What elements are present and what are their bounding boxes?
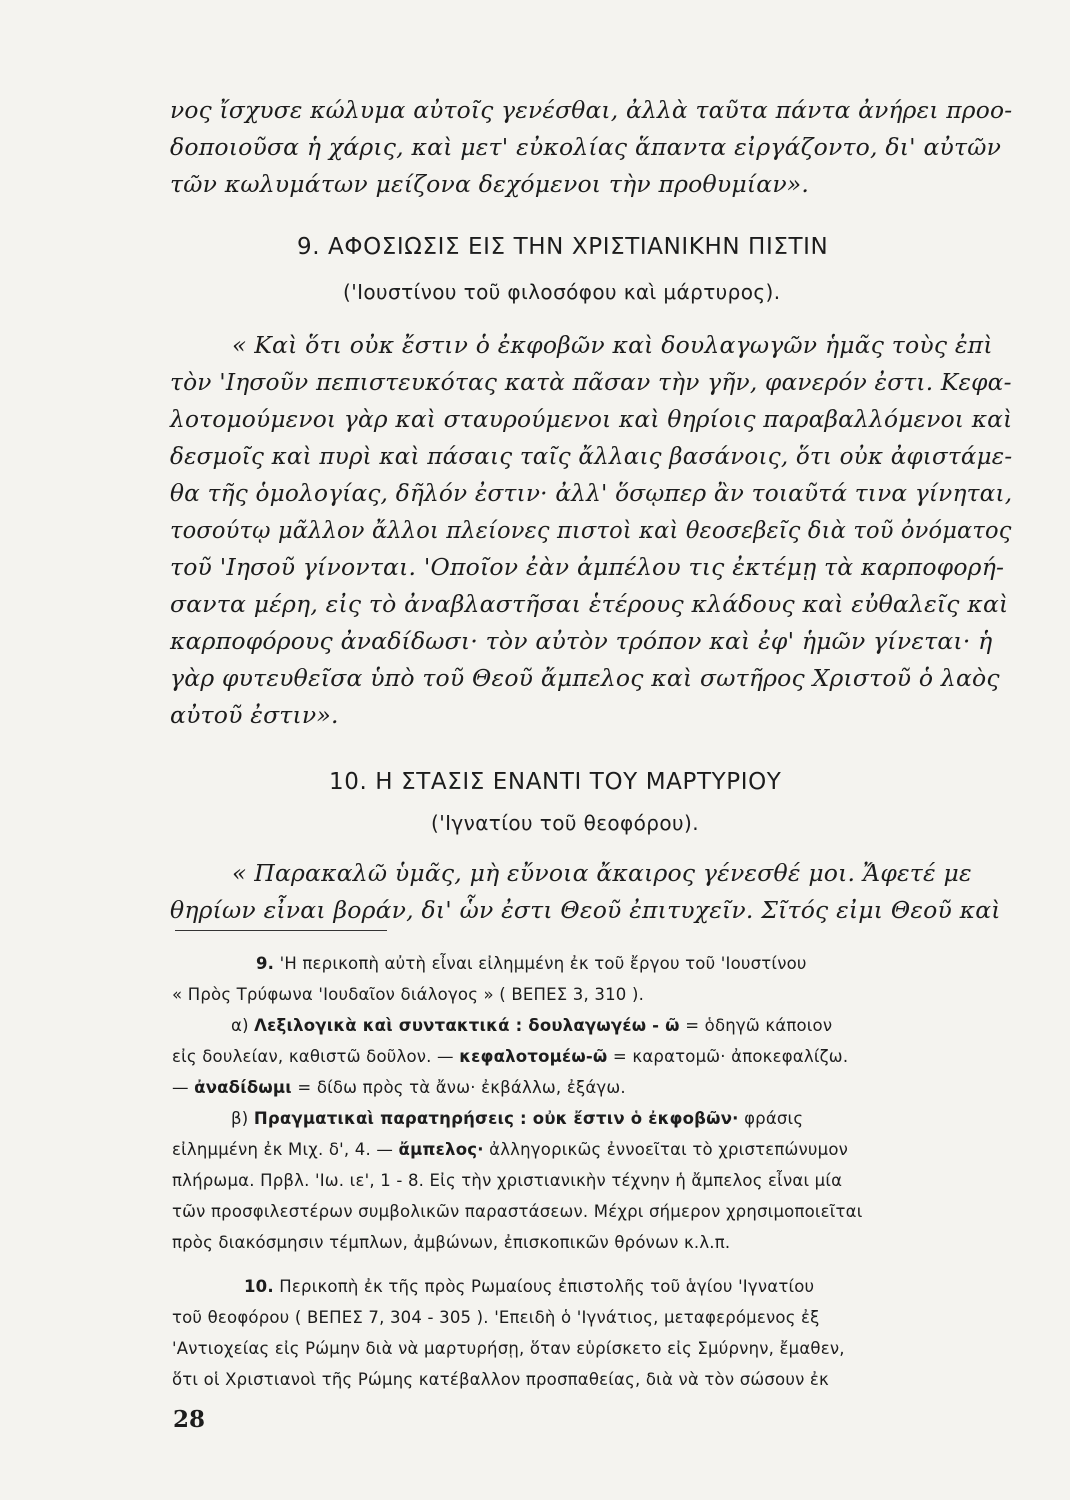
text-line: « Παρακαλῶ ὑμᾶς, μὴ εὔνοια ἄκαιρος γένεσθέ μοι. Ἄφετέ με — [232, 859, 972, 887]
footnote-line — [172, 1078, 626, 1097]
text-line: αὐτοῦ ἐστιν». — [170, 701, 339, 729]
page-number: 28 — [173, 1406, 206, 1433]
section-10-heading: 10. Η ΣΤΑΣΙΣ ΕΝΑΝΤΙ ΤΟΥ ΜΑΡΤΥΡΙΟΥ — [329, 769, 782, 795]
text-line: « Καὶ ὅτι οὐκ ἔστιν ὁ ἐκφοβῶν καὶ δουλαγωγῶν ἡμᾶς τοὺς ἐπὶ — [232, 331, 993, 359]
footnote-line — [244, 1277, 814, 1296]
footnote-line: 'Αντιοχείας εἰς Ρώμην διὰ νὰ μαρτυρήσῃ, ὅταν εὑρίσκετο εἰς Σμύρνην, ἔμαθεν, — [172, 1339, 845, 1358]
section-9-heading: 9. ΑΦΟΣΙΩΣΙΣ ΕΙΣ ΤΗΝ ΧΡΙΣΤΙΑΝΙΚΗΝ ΠΙΣΤΙΝ — [297, 234, 829, 260]
text-line: γὰρ φυτευθεῖσα ὑπὸ τοῦ Θεοῦ ἄμπελος καὶ σωτῆρος Χριστοῦ ὁ λαὸς — [170, 664, 1000, 692]
footnote-line: τοῦ θεοφόρου ( ΒΕΠΕΣ 7, 304 - 305 ). 'Επειδὴ ὁ 'Ιγνάτιος, μεταφερόμενος ἐξ — [172, 1308, 820, 1327]
text-line: τοσούτῳ μᾶλλον ἄλλοι πλείονες πιστοὶ καὶ θεοσεβεῖς διὰ τοῦ ὀνόματος — [170, 516, 1012, 544]
footnote-line — [231, 1109, 803, 1128]
footnote-line: πλήρωμα. Πρβλ. 'Ιω. ιε', 1 - 8. Εἰς τὴν χριστιανικὴν τέχνην ἡ ἄμπελος εἶναι μία — [172, 1171, 843, 1190]
footnote-line: πρὸς διακόσμησιν τέμπλων, ἀμβώνων, ἐπισκοπικῶν θρόνων κ.λ.π. — [172, 1233, 731, 1252]
footnote-text: ἀλληγορικῶς ἐννοεῖται τὸ χριστεπώνυμον — [489, 1140, 849, 1159]
footnote-divider — [175, 930, 387, 931]
footnote-term: ἄμπελος· — [398, 1140, 484, 1159]
footnote-line — [256, 954, 807, 973]
text-line: θηρίων εἶναι βοράν, δι' ὧν ἐστι Θεοῦ ἐπιτυχεῖν. Σῖτός εἰμι Θεοῦ καὶ — [170, 896, 1001, 924]
footnote-text: = καρατομῶ· ἀποκεφαλίζω. — [612, 1047, 849, 1066]
footnote-term: κεφαλοτομέω-ῶ — [459, 1047, 608, 1066]
footnote-text: α) — [231, 1016, 249, 1035]
text-line: τῶν κωλυμάτων μείζονα δεχόμενοι τὴν προθυμίαν». — [170, 170, 810, 198]
footnote-line: ὅτι οἱ Χριστιανοὶ τῆς Ρώμης κατέβαλλον προσπαθείας, διὰ νὰ τὸν σώσουν ἐκ — [172, 1370, 829, 1389]
footnote-line: τῶν προσφιλεστέρων συμβολικῶν παραστάσεων. Μέχρι σήμερον χρησιμοποιεῖται — [172, 1202, 863, 1221]
footnote-text: εἰς δουλείαν, καθιστῶ δοῦλον. — — [172, 1047, 454, 1066]
section-9-subheading: ('Ιουστίνου τοῦ φιλοσόφου καὶ μάρτυρος). — [343, 280, 781, 304]
text-line: καρποφόρους ἀναδίδωσι· τὸν αὐτὸν τρόπον καὶ ἐφ' ἡμῶν γίνεται· ἡ — [170, 627, 993, 655]
footnote-line — [172, 1047, 848, 1066]
footnote-term: Πραγματικαὶ παρατηρήσεις : οὐκ ἔστιν ὁ ἐκφοβῶν· — [253, 1109, 739, 1128]
footnote-line: « Πρὸς Τρύφωνα 'Ιουδαῖον διάλογος » ( ΒΕΠΕΣ 3, 310 ). — [172, 985, 645, 1004]
footnote-number: 10. — [244, 1277, 274, 1296]
footnote-text: φράσις — [744, 1109, 804, 1128]
section-10-subheading: ('Ιγνατίου τοῦ θεοφόρου). — [431, 811, 699, 835]
text-line: τοῦ 'Ιησοῦ γίνονται. 'Οποῖον ἐὰν ἀμπέλου τις ἐκτέμῃ τὰ καρποφορή- — [170, 553, 1005, 581]
footnote-text: — — [172, 1078, 189, 1097]
footnote-text: Περικοπὴ ἐκ τῆς πρὸς Ρωμαίους ἐπιστολῆς τοῦ ἁγίου 'Ιγνατίου — [279, 1277, 815, 1296]
footnote-line — [172, 1140, 848, 1159]
text-line: θα τῆς ὁμολογίας, δῆλόν ἐστιν· ἀλλ' ὅσῳπερ ἂν τοιαῦτά τινα γίνηται, — [170, 479, 1013, 507]
footnote-text: εἰλημμένη ἐκ Μιχ. δ', 4. — — [172, 1140, 394, 1159]
footnote-number: 9. — [256, 954, 275, 973]
text-line: σαντα μέρη, εἰς τὸ ἀναβλαστῆσαι ἑτέρους κλάδους καὶ εὐθαλεῖς καὶ — [170, 590, 1009, 618]
footnote-line — [231, 1016, 832, 1035]
text-line: τὸν 'Ιησοῦν πεπιστευκότας κατὰ πᾶσαν τὴν γῆν, φανερόν ἐστι. Κεφα- — [170, 368, 1012, 396]
text-line: δοποιοῦσα ἡ χάρις, καὶ μετ' εὐκολίας ἅπαντα εἰργάζοντο, δι' αὐτῶν — [170, 133, 1002, 161]
footnote-text: β) — [231, 1109, 249, 1128]
footnote-text: = δίδω πρὸς τὰ ἄνω· ἐκβάλλω, ἐξάγω. — [297, 1078, 626, 1097]
text-line: νος ἴσχυσε κώλυμα αὐτοῖς γενέσθαι, ἀλλὰ ταῦτα πάντα ἀνήρει προο- — [170, 96, 1013, 124]
footnote-text: = ὁδηγῶ κάποιον — [685, 1016, 833, 1035]
footnote-text: 'Η περικοπὴ αὐτὴ εἶναι εἰλημμένη ἐκ τοῦ ἔργου τοῦ 'Ιουστίνου — [279, 954, 807, 973]
text-line: λοτομούμενοι γὰρ καὶ σταυρούμενοι καὶ θηρίοις παραβαλλόμενοι καὶ — [170, 405, 1013, 433]
footnote-term: Λεξιλογικὰ καὶ συντακτικά : δουλαγωγέω - ῶ — [254, 1016, 680, 1035]
text-line: δεσμοῖς καὶ πυρὶ καὶ πάσαις ταῖς ἄλλαις βασάνοις, ὅτι οὐκ ἀφιστάμε- — [170, 442, 1013, 470]
footnote-term: ἀναδίδωμι — [194, 1078, 292, 1097]
